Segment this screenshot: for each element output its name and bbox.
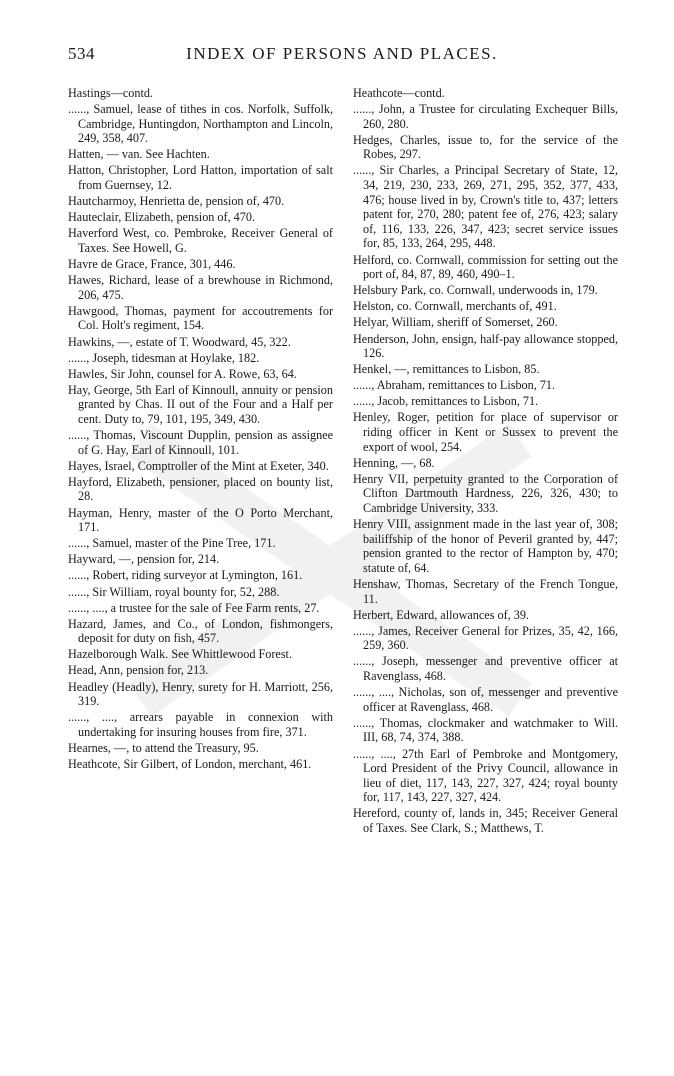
index-entry: ......, John, a Trustee for circulating Exchequer Bills, 260, 280. bbox=[353, 102, 618, 131]
index-entry: Hay, George, 5th Earl of Kinnoull, annuity or pension granted by Chas. II out of the Four and a Half per cent. Duty to, 79, 101, 195, 349, 430. bbox=[68, 382, 333, 426]
index-entry: Headley (Headly), Henry, surety for H. Marriott, 256, 319. bbox=[68, 679, 333, 709]
index-entry: Head, Ann, pension for, 213. bbox=[68, 663, 209, 678]
index-entry: ......, Joseph, messenger and preventive officer at Ravenglass, 468. bbox=[353, 654, 618, 684]
index-entry: ......, ...., Nicholas, son of, messenger and preventive officer at Ravenglass, 468. bbox=[353, 685, 618, 714]
right-column bbox=[353, 86, 618, 1056]
index-entry: ......, Sir William, royal bounty for, 52, 288. bbox=[68, 584, 280, 599]
index-entry: Hatton, Christopher, Lord Hatton, importation of salt from Guernsey, 12. bbox=[68, 163, 333, 193]
index-entry: Hastings—contd. bbox=[68, 86, 153, 100]
index-entry: Hearnes, —, to attend the Treasury, 95. bbox=[68, 740, 259, 755]
index-entry: Henshaw, Thomas, Secretary of the French Tongue, 11. bbox=[353, 577, 618, 606]
index-entry: Helston, co. Cornwall, merchants of, 491. bbox=[353, 299, 557, 314]
index-entry: Hazelborough Walk. See Whittlewood Forest. bbox=[68, 647, 292, 662]
index-entry: ......, Jacob, remittances to Lisbon, 71. bbox=[353, 394, 539, 409]
index-entry: Hawkins, —, estate of T. Woodward, 45, 322. bbox=[68, 334, 291, 349]
index-entry: Hawgood, Thomas, payment for accoutrements for Col. Holt's regiment, 154. bbox=[68, 303, 333, 333]
index-columns bbox=[68, 86, 618, 1056]
running-head: INDEX OF PERSONS AND PLACES. bbox=[186, 44, 498, 63]
index-entry: Hawes, Richard, lease of a brewhouse in Richmond, 206, 475. bbox=[68, 273, 333, 302]
index-entry: Hedges, Charles, issue to, for the service of the Robes, 297. bbox=[353, 132, 618, 162]
page-number: 534 bbox=[68, 44, 95, 63]
index-entry: ......, Samuel, master of the Pine Tree, 171. bbox=[68, 536, 276, 551]
index-entry: Henderson, John, ensign, half-pay allowance stopped, 126. bbox=[353, 331, 618, 361]
index-entry: Henley, Roger, petition for place of supervisor or riding officer in Kent or Sussex to prevent the export of wool, 254. bbox=[353, 410, 618, 454]
index-entry: ......, Thomas, clockmaker and watchmaker to Will. III, 68, 74, 374, 388. bbox=[353, 715, 618, 745]
index-entry: ......, Samuel, lease of tithes in cos. Norfolk, Suffolk, Cambridge, Huntingdon, Northampton and Lincoln, 249, 358, 407. bbox=[68, 102, 333, 146]
index-entry: ......, ...., arrears payable in connexion with undertaking for insuring houses from fire, 371. bbox=[68, 710, 333, 739]
index-entry: Hawles, Sir John, counsel for A. Rowe, 63, 64. bbox=[68, 366, 297, 381]
index-entry: Henry VII, perpetuity granted to the Corporation of Clifton Dartmouth Hardness, 226, 326, 430; to Cambridge University, 333. bbox=[353, 471, 618, 516]
index-entry: ......, Sir Charles, a Principal Secretary of State, 12, 34, 219, 230, 233, 269, 271, 295, 352, 377, 433, 476; house lived in by, Crown's title to, 437; letters patent for, 270, 280; patent fee of, 276, 423; salary of, 116, 133, 226, 347, 423; secret service issues for, 85, 133, 264, 295, 448. bbox=[353, 163, 618, 251]
index-entry: Hazard, James, and Co., of London, fishmongers, deposit for duty on fish, 457. bbox=[68, 616, 333, 646]
page-header bbox=[68, 44, 616, 66]
index-entry: Herbert, Edward, allowances of, 39. bbox=[353, 607, 529, 622]
index-entry: Hautcharmoy, Henrietta de, pension of, 470. bbox=[68, 194, 285, 209]
index-entry: Hereford, county of, lands in, 345; Receiver General of Taxes. See Clark, S.; Matthews, T. bbox=[353, 806, 618, 835]
index-entry: Helford, co. Cornwall, commission for setting out the port of, 84, 87, 89, 460, 490–1. bbox=[353, 252, 618, 282]
index-entry: Hayward, —, pension for, 214. bbox=[68, 552, 220, 567]
index-entry: Hauteclair, Elizabeth, pension of, 470. bbox=[68, 210, 256, 225]
index-entry: ......, ...., a trustee for the sale of Fee Farm rents, 27. bbox=[68, 600, 320, 615]
index-entry: Henkel, —, remittances to Lisbon, 85. bbox=[353, 362, 540, 377]
index-entry: Heathcote—contd. bbox=[353, 86, 445, 100]
index-entry: ......, ...., 27th Earl of Pembroke and Montgomery, Lord President of the Privy Council, allowance in lieu of diet, 117, 143, 227, 327, 424; royal bounty for, 117, 143, 227, 327, 424. bbox=[353, 746, 618, 805]
index-entry: ......, Thomas, Viscount Dupplin, pension as assignee of G. Hay, Earl of Kinnoull, 101. bbox=[68, 428, 333, 457]
index-entry: Hayman, Henry, master of the O Porto Merchant, 171. bbox=[68, 505, 333, 535]
index-entry: Heathcote, Sir Gilbert, of London, merchant, 461. bbox=[68, 757, 312, 772]
left-column bbox=[68, 86, 333, 1056]
index-entry: Henning, —, 68. bbox=[353, 455, 435, 470]
index-entry: ......, Abraham, remittances to Lisbon, 71. bbox=[353, 378, 556, 393]
index-entry: ......, James, Receiver General for Prizes, 35, 42, 166, 259, 360. bbox=[353, 623, 618, 653]
index-entry: ......, Robert, riding surveyor at Lymington, 161. bbox=[68, 568, 303, 583]
index-entry: Hayford, Elizabeth, pensioner, placed on bounty list, 28. bbox=[68, 474, 333, 504]
index-entry: Helsbury Park, co. Cornwall, underwoods in, 179. bbox=[353, 283, 598, 298]
index-entry: ......, Joseph, tidesman at Hoylake, 182. bbox=[68, 350, 260, 365]
index-entry: Havre de Grace, France, 301, 446. bbox=[68, 257, 236, 272]
index-entry: Helyar, William, sheriff of Somerset, 260. bbox=[353, 315, 558, 330]
index-entry: Henry VIII, assignment made in the last year of, 308; bailiffship of the honor of Peveril granted by, 447; pension granted to the rector of Hampton by, 470; statute of, 64. bbox=[353, 517, 618, 575]
index-entry: Hayes, Israel, Comptroller of the Mint at Exeter, 340. bbox=[68, 458, 329, 473]
index-entry: Haverford West, co. Pembroke, Receiver General of Taxes. See Howell, G. bbox=[68, 226, 333, 255]
index-entry: Hatten, — van. See Hachten. bbox=[68, 147, 210, 162]
